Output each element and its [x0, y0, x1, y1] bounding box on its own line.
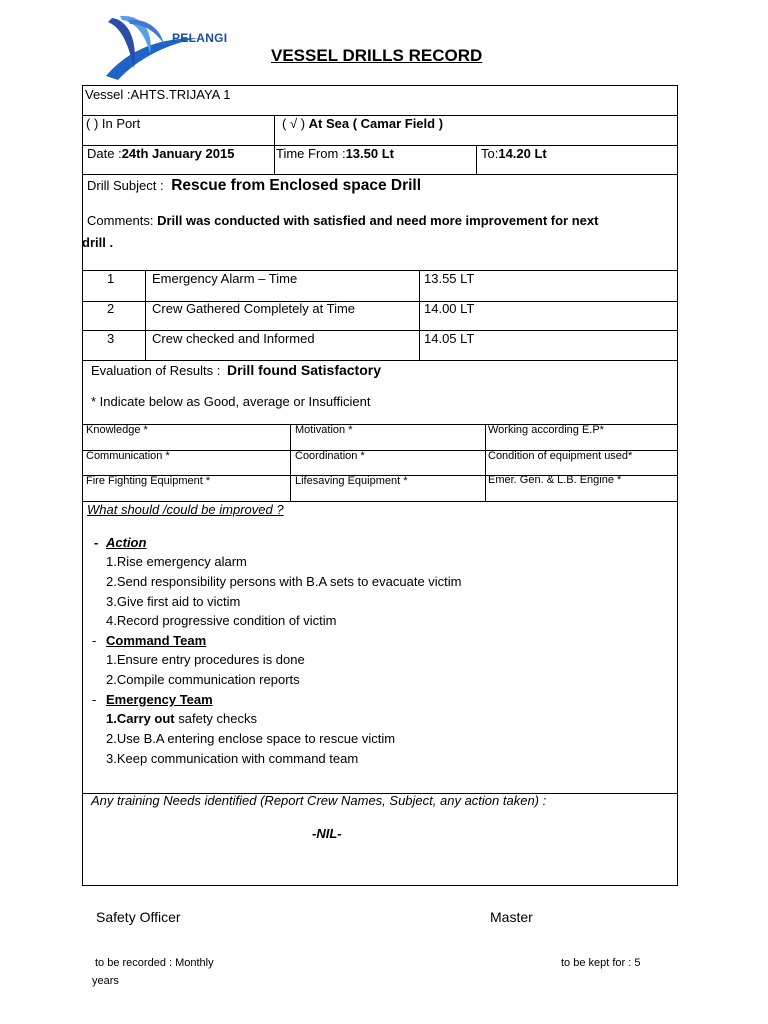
at-sea-label: At Sea ( Camar Field ) [308, 116, 444, 131]
time-from-value: 13.50 Lt [345, 146, 394, 161]
date-label: Date : [87, 146, 122, 161]
action-item: 4.Record progressive condition of victim [106, 613, 337, 628]
command-item: 2.Compile communication reports [106, 672, 300, 687]
comments-field [87, 213, 598, 228]
vessel-label: Vessel : [85, 87, 131, 102]
emergency-team-title: Emergency Team [106, 692, 213, 707]
indicate-note: * Indicate below as Good, average or Insufficient [91, 394, 371, 409]
master-signature: Master [490, 909, 533, 925]
at-sea-check: ( √ ) [282, 116, 306, 131]
event-time: 14.05 LT [424, 331, 475, 346]
vessel-field [85, 87, 230, 102]
at-sea-option [282, 116, 443, 131]
vessel-name: AHTS.TRIJAYA 1 [130, 87, 231, 102]
command-team-title: Command Team [106, 633, 207, 648]
rating-motivation: Motivation * [295, 424, 353, 436]
drill-subject-field [87, 177, 421, 195]
evaluation-field [91, 362, 381, 378]
rating-communication: Communication * [86, 450, 170, 462]
event-no: 1 [107, 271, 115, 286]
in-port-option: ( ) In Port [86, 116, 141, 131]
action-item: 3.Give first aid to victim [106, 594, 241, 609]
emergency-item-rest: safety checks [174, 711, 258, 726]
comments-line1: Drill was conducted with satisfied and need more improvement for next [157, 213, 599, 228]
emergency-item [106, 711, 257, 726]
rating-coordination: Coordination * [295, 450, 365, 462]
rating-working-ep: Working according E.P* [488, 424, 604, 436]
action-title: Action [106, 535, 147, 550]
training-needs-label: Any training Needs identified (Report Crew Names, Subject, any action taken) : [91, 793, 547, 808]
emergency-dash: - [92, 692, 97, 707]
emergency-item: 3.Keep communication with command team [106, 751, 359, 766]
event-no: 3 [107, 331, 115, 346]
event-desc: Emergency Alarm – Time [152, 271, 298, 286]
event-time: 14.00 LT [424, 301, 475, 316]
action-item: 1.Rise emergency alarm [106, 554, 247, 569]
drill-subject-value: Rescue from Enclosed space Drill [171, 177, 422, 194]
document-title: VESSEL DRILLS RECORD [271, 46, 483, 65]
rating-fire-fighting: Fire Fighting Equipment * [86, 475, 211, 487]
command-dash: - [92, 633, 97, 648]
comments-label: Comments: [87, 213, 154, 228]
date-field [87, 146, 234, 161]
time-from-field [276, 146, 394, 161]
event-desc: Crew Gathered Completely at Time [152, 301, 356, 316]
rating-equipment-condition: Condition of equipment used* [488, 450, 633, 462]
rating-knowledge: Knowledge * [86, 424, 148, 436]
event-no: 2 [107, 301, 115, 316]
time-to-value: 14.20 Lt [498, 146, 547, 161]
event-time: 13.55 LT [424, 271, 475, 286]
footer-kept: to be kept for : 5 [561, 957, 641, 969]
safety-officer-signature: Safety Officer [96, 909, 181, 925]
emergency-item-bold: 1.Carry out [106, 711, 175, 726]
time-to-label: To: [481, 146, 499, 161]
rating-emer-gen: Emer. Gen. & L.B. Engine * [488, 474, 622, 486]
footer-recorded: to be recorded : Monthly [95, 957, 214, 969]
training-needs-value: -NIL- [312, 826, 342, 841]
evaluation-label: Evaluation of Results : [91, 363, 221, 378]
command-item: 1.Ensure entry procedures is done [106, 652, 305, 667]
company-logo [98, 10, 248, 80]
comments-line2: drill . [82, 235, 114, 250]
action-item: 2.Send responsibility persons with B.A sets to evacuate victim [106, 574, 462, 589]
time-to-field [481, 146, 547, 161]
logo-text: PELANGI [172, 31, 228, 45]
improve-heading: What should /could be improved ? [87, 502, 284, 517]
rating-lifesaving: Lifesaving Equipment * [295, 475, 408, 487]
time-from-label: Time From : [276, 146, 346, 161]
action-dash: - [94, 535, 99, 550]
date-value: 24th January 2015 [121, 146, 235, 161]
event-desc: Crew checked and Informed [152, 331, 315, 346]
evaluation-value: Drill found Satisfactory [226, 362, 382, 378]
emergency-item: 2.Use B.A entering enclose space to rescue victim [106, 731, 396, 746]
drill-subject-label: Drill Subject : [87, 178, 164, 193]
footer-years: years [92, 975, 119, 987]
